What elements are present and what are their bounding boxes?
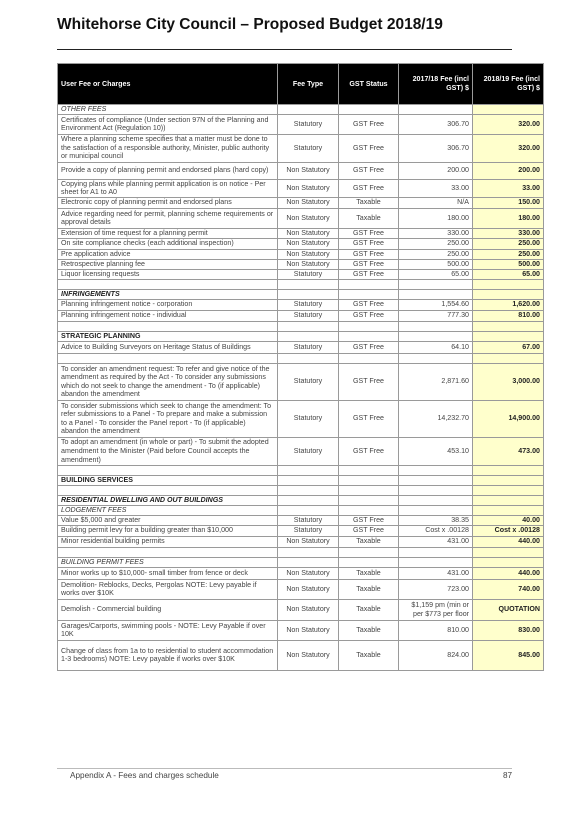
gst-status-cell xyxy=(339,475,399,485)
gst-status-cell: GST Free xyxy=(339,400,399,437)
fee-2018-19-cell: 320.00 xyxy=(473,134,544,162)
fee-2017-18-cell: 306.70 xyxy=(399,114,473,134)
gst-status-cell xyxy=(339,289,399,299)
fee-2017-18-cell: $1,159 pm (min or per $773 per floor xyxy=(399,599,473,620)
fee-2017-18-cell: 810.00 xyxy=(399,620,473,640)
blank-cell xyxy=(58,465,278,475)
fee-type-cell: Non Statutory xyxy=(278,259,339,269)
fee-type-cell xyxy=(278,495,339,505)
gst-status-cell: Taxable xyxy=(339,599,399,620)
fee-type-cell xyxy=(278,105,339,115)
description-cell: Copying plans while planning permit application is on notice - Per sheet for A1 to A0 xyxy=(58,179,278,197)
fee-type-cell: Statutory xyxy=(278,515,339,525)
fee-2018-19-cell: 180.00 xyxy=(473,208,544,228)
fee-2017-18-cell xyxy=(399,505,473,515)
fee-2017-18-cell xyxy=(399,475,473,485)
fee-2018-19-cell xyxy=(473,331,544,341)
fee-2017-18-cell xyxy=(399,289,473,299)
blank-cell xyxy=(399,547,473,557)
table-row xyxy=(58,238,544,249)
fee-2017-18-cell: 431.00 xyxy=(399,536,473,547)
blank-cell xyxy=(278,353,339,363)
fee-2018-19-cell: 250.00 xyxy=(473,249,544,259)
description-cell: STRATEGIC PLANNING xyxy=(58,331,278,341)
section-heading-row xyxy=(58,331,544,341)
description-cell: Planning infringement notice - individual xyxy=(58,310,278,321)
table-row xyxy=(58,134,544,162)
description-cell: Retrospective planning fee xyxy=(58,259,278,269)
description-cell: Where a planning scheme specifies that a matter must be done to the satisfaction of a responsible authority, Minister, public authority or municipal council xyxy=(58,134,278,162)
description-cell: INFRINGEMENTS xyxy=(58,289,278,299)
fee-type-cell xyxy=(278,289,339,299)
fee-2018-19-cell: 473.00 xyxy=(473,437,544,465)
fee-type-cell: Statutory xyxy=(278,134,339,162)
fee-2017-18-cell: 180.00 xyxy=(399,208,473,228)
fee-2017-18-cell: N/A xyxy=(399,197,473,208)
gst-status-cell: GST Free xyxy=(339,437,399,465)
fee-2018-19-cell: QUOTATION xyxy=(473,599,544,620)
fee-2018-19-cell: 14,900.00 xyxy=(473,400,544,437)
blank-cell xyxy=(473,465,544,475)
gst-status-cell: GST Free xyxy=(339,134,399,162)
fee-2017-18-cell: 723.00 xyxy=(399,579,473,599)
blank-row xyxy=(58,547,544,557)
blank-cell xyxy=(473,321,544,331)
description-cell: Planning infringement notice - corporation xyxy=(58,299,278,310)
table-row xyxy=(58,179,544,197)
fee-type-cell: Non Statutory xyxy=(278,579,339,599)
fee-2018-19-cell xyxy=(473,105,544,115)
fee-2017-18-cell xyxy=(399,105,473,115)
gst-status-cell: GST Free xyxy=(339,525,399,536)
blank-cell xyxy=(339,485,399,495)
section-heading-row xyxy=(58,495,544,505)
gst-status-cell: GST Free xyxy=(339,228,399,238)
gst-status-cell: GST Free xyxy=(339,259,399,269)
gst-status-cell: GST Free xyxy=(339,269,399,279)
fee-2017-18-cell: 431.00 xyxy=(399,567,473,579)
fee-type-cell: Statutory xyxy=(278,363,339,400)
fee-type-cell: Statutory xyxy=(278,310,339,321)
fee-type-cell xyxy=(278,475,339,485)
blank-cell xyxy=(339,547,399,557)
description-cell: To consider submissions which seek to change the amendment: To refer submissions to a Panel - To prepare and make a submission to a Panel - To consider the Panel report - To (if applicable) abandon the amendment xyxy=(58,400,278,437)
section-heading-row xyxy=(58,105,544,115)
table-row xyxy=(58,228,544,238)
gst-status-cell: GST Free xyxy=(339,341,399,353)
footer-rule xyxy=(57,768,512,769)
fee-2017-18-cell: 2,871.60 xyxy=(399,363,473,400)
fee-2017-18-cell: 330.00 xyxy=(399,228,473,238)
gst-status-cell: GST Free xyxy=(339,179,399,197)
fee-2018-19-cell: 740.00 xyxy=(473,579,544,599)
page-title: Whitehorse City Council – Proposed Budget 2018/19 xyxy=(57,16,443,33)
fee-type-cell: Non Statutory xyxy=(278,179,339,197)
section-heading-row xyxy=(58,505,544,515)
table-row xyxy=(58,114,544,134)
fee-2018-19-cell: 250.00 xyxy=(473,238,544,249)
fee-2018-19-cell: 65.00 xyxy=(473,269,544,279)
description-cell: Electronic copy of planning permit and endorsed plans xyxy=(58,197,278,208)
gst-status-cell: Taxable xyxy=(339,567,399,579)
description-cell: On site compliance checks (each additional inspection) xyxy=(58,238,278,249)
blank-cell xyxy=(58,321,278,331)
fee-type-cell: Statutory xyxy=(278,114,339,134)
fee-type-cell: Non Statutory xyxy=(278,620,339,640)
description-cell: BUILDING SERVICES xyxy=(58,475,278,485)
section-heading-row xyxy=(58,557,544,567)
fee-type-cell: Non Statutory xyxy=(278,238,339,249)
fee-2017-18-cell: 777.30 xyxy=(399,310,473,321)
fees-table-body xyxy=(58,105,544,671)
blank-cell xyxy=(473,279,544,289)
gst-status-cell: GST Free xyxy=(339,238,399,249)
fee-2017-18-cell: 500.00 xyxy=(399,259,473,269)
description-cell: Garages/Carports, swimming pools - NOTE: Levy Payable if over 10K xyxy=(58,620,278,640)
gst-status-cell xyxy=(339,495,399,505)
fee-2017-18-cell: 250.00 xyxy=(399,249,473,259)
table-row xyxy=(58,269,544,279)
fee-2018-19-cell: 1,620.00 xyxy=(473,299,544,310)
fee-2018-19-cell: 200.00 xyxy=(473,162,544,179)
fee-2018-19-cell xyxy=(473,505,544,515)
fee-type-cell xyxy=(278,331,339,341)
fee-2017-18-cell: 200.00 xyxy=(399,162,473,179)
fee-type-cell: Statutory xyxy=(278,400,339,437)
description-cell: Demolish - Commercial building xyxy=(58,599,278,620)
gst-status-cell: GST Free xyxy=(339,114,399,134)
fee-2017-18-cell xyxy=(399,495,473,505)
description-cell: LODGEMENT FEES xyxy=(58,505,278,515)
blank-row xyxy=(58,353,544,363)
blank-cell xyxy=(278,485,339,495)
fee-2018-19-cell xyxy=(473,495,544,505)
description-cell: Liquor licensing requests xyxy=(58,269,278,279)
fee-2017-18-cell: 64.10 xyxy=(399,341,473,353)
fee-2018-19-cell: 440.00 xyxy=(473,567,544,579)
gst-status-cell: Taxable xyxy=(339,620,399,640)
fee-type-cell: Statutory xyxy=(278,341,339,353)
description-cell: Minor works up to $10,000- small timber from fence or deck xyxy=(58,567,278,579)
table-row xyxy=(58,259,544,269)
blank-cell xyxy=(278,465,339,475)
table-row xyxy=(58,525,544,536)
fee-type-cell: Statutory xyxy=(278,525,339,536)
section-heading-row xyxy=(58,475,544,485)
header-fee-type: Fee Type xyxy=(278,64,339,105)
gst-status-cell: Taxable xyxy=(339,640,399,670)
table-row xyxy=(58,579,544,599)
gst-status-cell: GST Free xyxy=(339,515,399,525)
description-cell: Extension of time request for a planning permit xyxy=(58,228,278,238)
table-row xyxy=(58,363,544,400)
fee-2018-19-cell: 3,000.00 xyxy=(473,363,544,400)
fees-table xyxy=(57,63,544,671)
blank-cell xyxy=(278,279,339,289)
blank-cell xyxy=(339,279,399,289)
fee-type-cell: Non Statutory xyxy=(278,249,339,259)
fee-type-cell: Non Statutory xyxy=(278,536,339,547)
description-cell: Advice regarding need for permit, planning scheme requirements or approval details xyxy=(58,208,278,228)
blank-cell xyxy=(339,465,399,475)
description-cell: Provide a copy of planning permit and endorsed plans (hard copy) xyxy=(58,162,278,179)
fee-2017-18-cell: 1,554.60 xyxy=(399,299,473,310)
blank-cell xyxy=(473,547,544,557)
description-cell: Certificates of compliance (Under section 97N of the Planning and Environment Act (Regulation 10)) xyxy=(58,114,278,134)
table-row xyxy=(58,299,544,310)
fee-2017-18-cell xyxy=(399,331,473,341)
table-row xyxy=(58,536,544,547)
fee-2018-19-cell xyxy=(473,289,544,299)
gst-status-cell: GST Free xyxy=(339,162,399,179)
fee-2018-19-cell: 810.00 xyxy=(473,310,544,321)
gst-status-cell xyxy=(339,557,399,567)
description-cell: Pre application advice xyxy=(58,249,278,259)
table-row xyxy=(58,249,544,259)
blank-cell xyxy=(58,485,278,495)
gst-status-cell xyxy=(339,105,399,115)
description-cell: RESIDENTIAL DWELLING AND OUT BUILDINGS xyxy=(58,495,278,505)
page-number: 87 xyxy=(503,771,513,780)
table-row xyxy=(58,567,544,579)
header-gst-status: GST Status xyxy=(339,64,399,105)
fee-2017-18-cell: 453.10 xyxy=(399,437,473,465)
blank-cell xyxy=(278,547,339,557)
blank-cell xyxy=(399,485,473,495)
fee-2017-18-cell xyxy=(399,557,473,567)
blank-cell xyxy=(339,321,399,331)
description-cell: Advice to Building Surveyors on Heritage Status of Buildings xyxy=(58,341,278,353)
fee-2017-18-cell: 38.35 xyxy=(399,515,473,525)
description-cell: Change of class from 1a to to residential to student accommodation 1-3 bedrooms) NOTE: Levy payable if works over $10K xyxy=(58,640,278,670)
header-fee-2017-18: 2017/18 Fee (incl GST) $ xyxy=(399,64,473,105)
blank-cell xyxy=(58,547,278,557)
fee-2018-19-cell: 150.00 xyxy=(473,197,544,208)
fee-2017-18-cell: 306.70 xyxy=(399,134,473,162)
gst-status-cell: GST Free xyxy=(339,310,399,321)
table-row xyxy=(58,162,544,179)
fee-2018-19-cell: Cost x .00128 xyxy=(473,525,544,536)
table-row xyxy=(58,400,544,437)
fee-2018-19-cell: 33.00 xyxy=(473,179,544,197)
table-header-row xyxy=(58,64,544,105)
fee-2017-18-cell: 65.00 xyxy=(399,269,473,279)
header-fee-2018-19: 2018/19 Fee (incl GST) $ xyxy=(473,64,544,105)
blank-cell xyxy=(473,353,544,363)
fee-2017-18-cell: 33.00 xyxy=(399,179,473,197)
gst-status-cell: GST Free xyxy=(339,249,399,259)
blank-cell xyxy=(399,353,473,363)
table-row xyxy=(58,437,544,465)
table-row xyxy=(58,599,544,620)
fee-2018-19-cell: 500.00 xyxy=(473,259,544,269)
gst-status-cell xyxy=(339,505,399,515)
gst-status-cell: GST Free xyxy=(339,363,399,400)
description-cell: OTHER FEES xyxy=(58,105,278,115)
table-row xyxy=(58,208,544,228)
fee-2018-19-cell: 830.00 xyxy=(473,620,544,640)
blank-row xyxy=(58,485,544,495)
blank-cell xyxy=(399,279,473,289)
fee-2018-19-cell: 40.00 xyxy=(473,515,544,525)
header-description: User Fee or Charges xyxy=(58,64,278,105)
fee-type-cell: Non Statutory xyxy=(278,208,339,228)
blank-cell xyxy=(339,353,399,363)
fee-2018-19-cell: 330.00 xyxy=(473,228,544,238)
fee-2018-19-cell: 320.00 xyxy=(473,114,544,134)
blank-cell xyxy=(473,485,544,495)
fee-type-cell: Statutory xyxy=(278,299,339,310)
blank-row xyxy=(58,321,544,331)
gst-status-cell xyxy=(339,331,399,341)
blank-cell xyxy=(399,321,473,331)
description-cell: To adopt an amendment (in whole or part) - To submit the adopted amendment to the Minister (Paid before Council accepts the amendment) xyxy=(58,437,278,465)
fee-type-cell: Non Statutory xyxy=(278,162,339,179)
section-heading-row xyxy=(58,289,544,299)
fee-type-cell: Non Statutory xyxy=(278,599,339,620)
fee-type-cell: Non Statutory xyxy=(278,640,339,670)
gst-status-cell: Taxable xyxy=(339,197,399,208)
fee-2017-18-cell: 824.00 xyxy=(399,640,473,670)
fee-2017-18-cell: 250.00 xyxy=(399,238,473,249)
table-row xyxy=(58,620,544,640)
blank-cell xyxy=(399,465,473,475)
fee-type-cell xyxy=(278,505,339,515)
fee-type-cell: Non Statutory xyxy=(278,228,339,238)
fee-type-cell xyxy=(278,557,339,567)
title-rule xyxy=(57,49,512,50)
fee-2018-19-cell: 440.00 xyxy=(473,536,544,547)
gst-status-cell: Taxable xyxy=(339,579,399,599)
table-row xyxy=(58,515,544,525)
fee-type-cell: Non Statutory xyxy=(278,567,339,579)
fee-type-cell: Statutory xyxy=(278,269,339,279)
blank-cell xyxy=(278,321,339,331)
gst-status-cell: GST Free xyxy=(339,299,399,310)
table-row xyxy=(58,197,544,208)
gst-status-cell: Taxable xyxy=(339,208,399,228)
fee-2018-19-cell: 845.00 xyxy=(473,640,544,670)
description-cell: To consider an amendment request: To refer and give notice of the amendment as required by the Act - To consider any submissions which do not seek to change the amendment - To (if applicable) abandon the amendment xyxy=(58,363,278,400)
gst-status-cell: Taxable xyxy=(339,536,399,547)
fee-2018-19-cell xyxy=(473,557,544,567)
footer-label: Appendix A - Fees and charges schedule xyxy=(70,771,219,780)
description-cell: Value $5,000 and greater xyxy=(58,515,278,525)
blank-cell xyxy=(58,279,278,289)
description-cell: Demolition- Reblocks, Decks, Pergolas NOTE: Levy payable if works over $10K xyxy=(58,579,278,599)
description-cell: Building permit levy for a building greater than $10,000 xyxy=(58,525,278,536)
description-cell: Minor residential building permits xyxy=(58,536,278,547)
table-row xyxy=(58,341,544,353)
blank-row xyxy=(58,279,544,289)
table-row xyxy=(58,310,544,321)
blank-row xyxy=(58,465,544,475)
table-row xyxy=(58,640,544,670)
blank-cell xyxy=(58,353,278,363)
fee-2017-18-cell: Cost x .00128 xyxy=(399,525,473,536)
fee-type-cell: Non Statutory xyxy=(278,197,339,208)
fee-2018-19-cell: 67.00 xyxy=(473,341,544,353)
description-cell: BUILDING PERMIT FEES xyxy=(58,557,278,567)
fee-2017-18-cell: 14,232.70 xyxy=(399,400,473,437)
fee-2018-19-cell xyxy=(473,475,544,485)
fee-type-cell: Statutory xyxy=(278,437,339,465)
